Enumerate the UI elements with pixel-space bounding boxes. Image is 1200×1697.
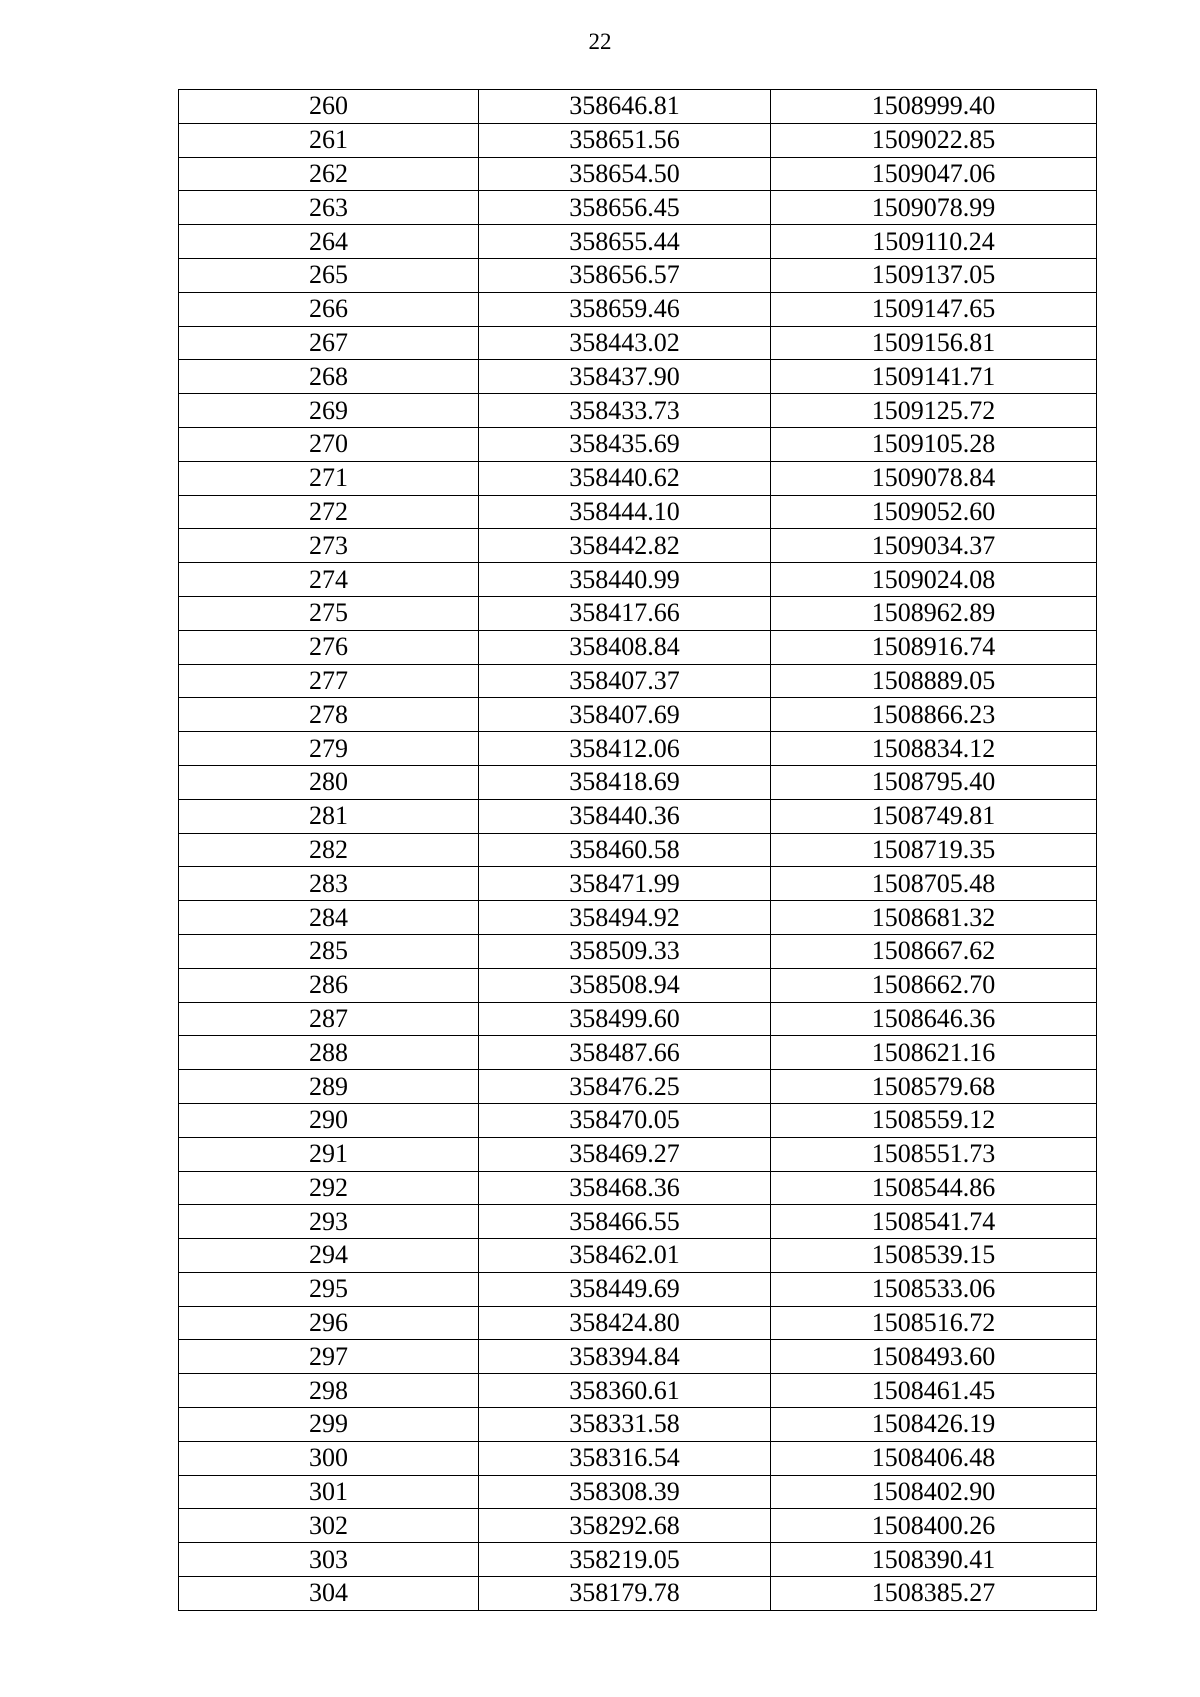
x-coordinate-cell: 358360.61	[479, 1374, 771, 1408]
table-row	[179, 258, 1097, 292]
y-coordinate-cell: 1508795.40	[771, 765, 1097, 799]
table-row	[179, 1002, 1097, 1036]
point-number-cell: 283	[179, 867, 479, 901]
x-coordinate-cell: 358509.33	[479, 934, 771, 968]
point-number-cell: 267	[179, 326, 479, 360]
table-row	[179, 698, 1097, 732]
point-number-cell: 266	[179, 292, 479, 326]
y-coordinate-cell: 1509022.85	[771, 123, 1097, 157]
y-coordinate-cell: 1508400.26	[771, 1509, 1097, 1543]
point-number-cell: 296	[179, 1306, 479, 1340]
y-coordinate-cell: 1508559.12	[771, 1103, 1097, 1137]
point-number-cell: 278	[179, 698, 479, 732]
point-number-cell: 295	[179, 1272, 479, 1306]
x-coordinate-cell: 358462.01	[479, 1239, 771, 1273]
x-coordinate-cell: 358424.80	[479, 1306, 771, 1340]
table-row	[179, 1171, 1097, 1205]
x-coordinate-cell: 358435.69	[479, 427, 771, 461]
x-coordinate-cell: 358460.58	[479, 833, 771, 867]
x-coordinate-cell: 358499.60	[479, 1002, 771, 1036]
table-row	[179, 1205, 1097, 1239]
x-coordinate-cell: 358408.84	[479, 630, 771, 664]
point-number-cell: 272	[179, 495, 479, 529]
x-coordinate-cell: 358470.05	[479, 1103, 771, 1137]
table-row	[179, 732, 1097, 766]
table-row	[179, 394, 1097, 428]
x-coordinate-cell: 358476.25	[479, 1070, 771, 1104]
x-coordinate-cell: 358651.56	[479, 123, 771, 157]
x-coordinate-cell: 358654.50	[479, 157, 771, 191]
x-coordinate-cell: 358437.90	[479, 360, 771, 394]
x-coordinate-cell: 358407.37	[479, 664, 771, 698]
point-number-cell: 263	[179, 191, 479, 225]
table-row	[179, 630, 1097, 664]
point-number-cell: 289	[179, 1070, 479, 1104]
table-row	[179, 360, 1097, 394]
point-number-cell: 281	[179, 799, 479, 833]
point-number-cell: 269	[179, 394, 479, 428]
table-row	[179, 157, 1097, 191]
y-coordinate-cell: 1509047.06	[771, 157, 1097, 191]
x-coordinate-cell: 358407.69	[479, 698, 771, 732]
x-coordinate-cell: 358418.69	[479, 765, 771, 799]
x-coordinate-cell: 358440.62	[479, 461, 771, 495]
point-number-cell: 285	[179, 934, 479, 968]
x-coordinate-cell: 358468.36	[479, 1171, 771, 1205]
point-number-cell: 301	[179, 1475, 479, 1509]
x-coordinate-cell: 358292.68	[479, 1509, 771, 1543]
point-number-cell: 292	[179, 1171, 479, 1205]
point-number-cell: 294	[179, 1239, 479, 1273]
y-coordinate-cell: 1509078.84	[771, 461, 1097, 495]
y-coordinate-cell: 1509078.99	[771, 191, 1097, 225]
point-number-cell: 268	[179, 360, 479, 394]
y-coordinate-cell: 1508749.81	[771, 799, 1097, 833]
point-number-cell: 265	[179, 258, 479, 292]
y-coordinate-cell: 1509110.24	[771, 225, 1097, 259]
y-coordinate-cell: 1509034.37	[771, 529, 1097, 563]
y-coordinate-cell: 1509024.08	[771, 563, 1097, 597]
point-number-cell: 260	[179, 90, 479, 124]
table-row	[179, 563, 1097, 597]
table-row	[179, 968, 1097, 1002]
y-coordinate-cell: 1508426.19	[771, 1408, 1097, 1442]
table-row	[179, 292, 1097, 326]
x-coordinate-cell: 358449.69	[479, 1272, 771, 1306]
y-coordinate-cell: 1508646.36	[771, 1002, 1097, 1036]
y-coordinate-cell: 1508719.35	[771, 833, 1097, 867]
y-coordinate-cell: 1508541.74	[771, 1205, 1097, 1239]
point-number-cell: 271	[179, 461, 479, 495]
x-coordinate-cell: 358466.55	[479, 1205, 771, 1239]
point-number-cell: 274	[179, 563, 479, 597]
point-number-cell: 261	[179, 123, 479, 157]
y-coordinate-cell: 1509147.65	[771, 292, 1097, 326]
point-number-cell: 300	[179, 1441, 479, 1475]
y-coordinate-cell: 1508533.06	[771, 1272, 1097, 1306]
point-number-cell: 284	[179, 901, 479, 935]
x-coordinate-cell: 358444.10	[479, 495, 771, 529]
table-row	[179, 765, 1097, 799]
table-row	[179, 934, 1097, 968]
table-row	[179, 326, 1097, 360]
y-coordinate-cell: 1508621.16	[771, 1036, 1097, 1070]
x-coordinate-cell: 358487.66	[479, 1036, 771, 1070]
x-coordinate-cell: 358394.84	[479, 1340, 771, 1374]
point-number-cell: 270	[179, 427, 479, 461]
table-row	[179, 833, 1097, 867]
table-row	[179, 1543, 1097, 1577]
point-number-cell: 264	[179, 225, 479, 259]
table-row	[179, 664, 1097, 698]
y-coordinate-cell: 1508999.40	[771, 90, 1097, 124]
x-coordinate-cell: 358179.78	[479, 1577, 771, 1611]
point-number-cell: 280	[179, 765, 479, 799]
y-coordinate-cell: 1509137.05	[771, 258, 1097, 292]
x-coordinate-cell: 358656.57	[479, 258, 771, 292]
x-coordinate-cell: 358494.92	[479, 901, 771, 935]
table-row	[179, 1475, 1097, 1509]
x-coordinate-cell: 358316.54	[479, 1441, 771, 1475]
table-row	[179, 1441, 1097, 1475]
point-number-cell: 291	[179, 1137, 479, 1171]
table-row	[179, 1509, 1097, 1543]
table-row	[179, 1374, 1097, 1408]
x-coordinate-cell: 358442.82	[479, 529, 771, 563]
y-coordinate-cell: 1508544.86	[771, 1171, 1097, 1205]
x-coordinate-cell: 358443.02	[479, 326, 771, 360]
point-number-cell: 293	[179, 1205, 479, 1239]
table-row	[179, 596, 1097, 630]
x-coordinate-cell: 358471.99	[479, 867, 771, 901]
x-coordinate-cell: 358412.06	[479, 732, 771, 766]
table-row	[179, 1137, 1097, 1171]
x-coordinate-cell: 358417.66	[479, 596, 771, 630]
table-row	[179, 901, 1097, 935]
table-row	[179, 1408, 1097, 1442]
table-row	[179, 90, 1097, 124]
point-number-cell: 304	[179, 1577, 479, 1611]
point-number-cell: 299	[179, 1408, 479, 1442]
table-row	[179, 1306, 1097, 1340]
point-number-cell: 302	[179, 1509, 479, 1543]
x-coordinate-cell: 358440.36	[479, 799, 771, 833]
y-coordinate-cell: 1508579.68	[771, 1070, 1097, 1104]
x-coordinate-cell: 358646.81	[479, 90, 771, 124]
y-coordinate-cell: 1508551.73	[771, 1137, 1097, 1171]
y-coordinate-cell: 1509141.71	[771, 360, 1097, 394]
table-row	[179, 867, 1097, 901]
table-row	[179, 1577, 1097, 1611]
y-coordinate-cell: 1508390.41	[771, 1543, 1097, 1577]
y-coordinate-cell: 1508916.74	[771, 630, 1097, 664]
y-coordinate-cell: 1508493.60	[771, 1340, 1097, 1374]
y-coordinate-cell: 1508889.05	[771, 664, 1097, 698]
point-number-cell: 298	[179, 1374, 479, 1408]
point-number-cell: 276	[179, 630, 479, 664]
y-coordinate-cell: 1508667.62	[771, 934, 1097, 968]
y-coordinate-cell: 1508705.48	[771, 867, 1097, 901]
table-row	[179, 461, 1097, 495]
point-number-cell: 297	[179, 1340, 479, 1374]
table-row	[179, 191, 1097, 225]
point-number-cell: 287	[179, 1002, 479, 1036]
y-coordinate-cell: 1508834.12	[771, 732, 1097, 766]
y-coordinate-cell: 1508866.23	[771, 698, 1097, 732]
y-coordinate-cell: 1508402.90	[771, 1475, 1097, 1509]
table-row	[179, 1239, 1097, 1273]
point-number-cell: 286	[179, 968, 479, 1002]
table-row	[179, 1103, 1097, 1137]
table-row	[179, 799, 1097, 833]
y-coordinate-cell: 1508516.72	[771, 1306, 1097, 1340]
coordinates-table	[178, 89, 1097, 1611]
point-number-cell: 277	[179, 664, 479, 698]
table-row	[179, 225, 1097, 259]
y-coordinate-cell: 1508385.27	[771, 1577, 1097, 1611]
table-row	[179, 1036, 1097, 1070]
y-coordinate-cell: 1509105.28	[771, 427, 1097, 461]
table-row	[179, 427, 1097, 461]
y-coordinate-cell: 1508406.48	[771, 1441, 1097, 1475]
y-coordinate-cell: 1508539.15	[771, 1239, 1097, 1273]
table-row	[179, 529, 1097, 563]
y-coordinate-cell: 1509125.72	[771, 394, 1097, 428]
x-coordinate-cell: 358308.39	[479, 1475, 771, 1509]
y-coordinate-cell: 1509156.81	[771, 326, 1097, 360]
point-number-cell: 273	[179, 529, 479, 563]
table-row	[179, 1272, 1097, 1306]
x-coordinate-cell: 358659.46	[479, 292, 771, 326]
x-coordinate-cell: 358655.44	[479, 225, 771, 259]
point-number-cell: 288	[179, 1036, 479, 1070]
y-coordinate-cell: 1508662.70	[771, 968, 1097, 1002]
y-coordinate-cell: 1508461.45	[771, 1374, 1097, 1408]
x-coordinate-cell: 358508.94	[479, 968, 771, 1002]
table-row	[179, 1070, 1097, 1104]
y-coordinate-cell: 1508681.32	[771, 901, 1097, 935]
point-number-cell: 275	[179, 596, 479, 630]
table-row	[179, 1340, 1097, 1374]
x-coordinate-cell: 358219.05	[479, 1543, 771, 1577]
table-row	[179, 123, 1097, 157]
point-number-cell: 290	[179, 1103, 479, 1137]
page-number: 22	[588, 29, 612, 54]
point-number-cell: 282	[179, 833, 479, 867]
y-coordinate-cell: 1508962.89	[771, 596, 1097, 630]
x-coordinate-cell: 358440.99	[479, 563, 771, 597]
x-coordinate-cell: 358656.45	[479, 191, 771, 225]
coordinates-table-body	[179, 90, 1097, 1611]
x-coordinate-cell: 358331.58	[479, 1408, 771, 1442]
table-row	[179, 495, 1097, 529]
point-number-cell: 303	[179, 1543, 479, 1577]
x-coordinate-cell: 358469.27	[479, 1137, 771, 1171]
x-coordinate-cell: 358433.73	[479, 394, 771, 428]
point-number-cell: 262	[179, 157, 479, 191]
point-number-cell: 279	[179, 732, 479, 766]
y-coordinate-cell: 1509052.60	[771, 495, 1097, 529]
